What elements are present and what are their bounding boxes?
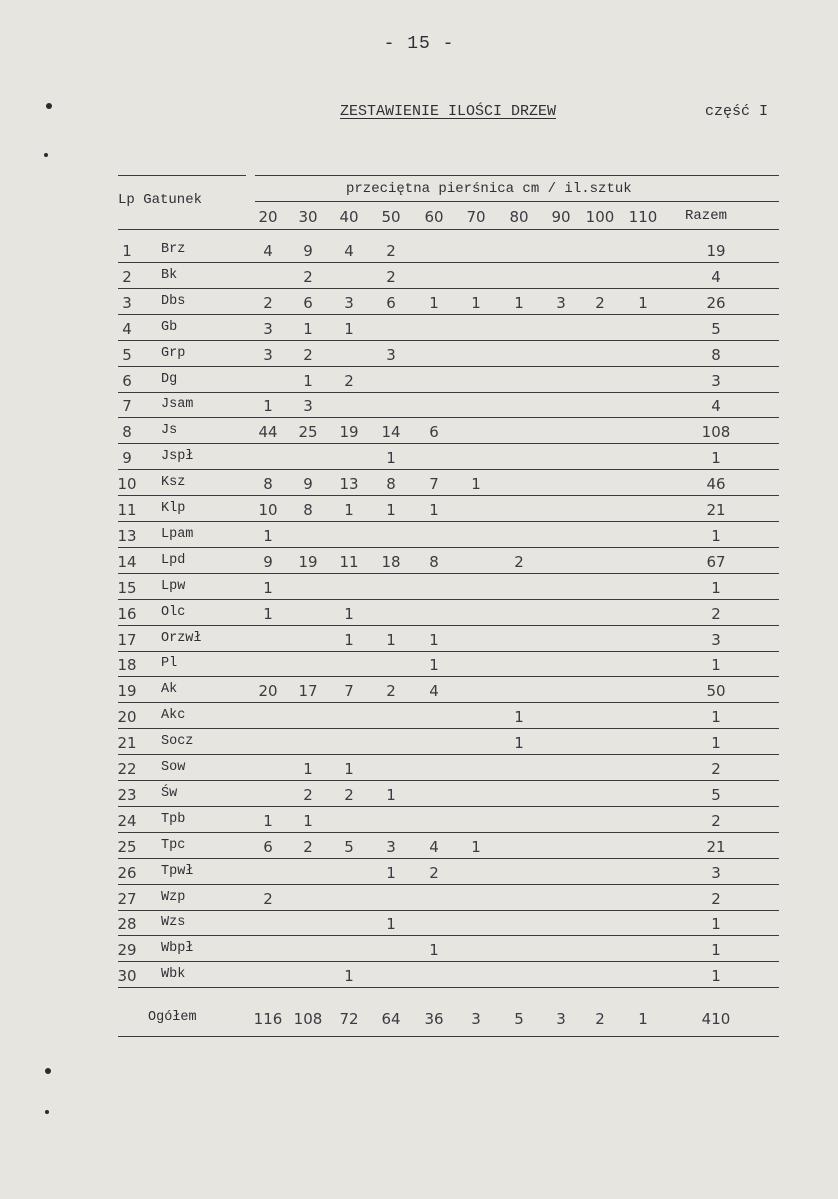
row-rule (118, 314, 779, 315)
row-count-cell: 1 (386, 501, 396, 519)
row-count-cell: 6 (429, 423, 439, 442)
footer-count-cell: 3 (471, 1010, 481, 1028)
row-count-cell: 1 (386, 915, 396, 934)
footer-count-cell: 1 (638, 1010, 648, 1028)
row-rule (118, 858, 779, 859)
row-lp-number: 9 (122, 449, 132, 468)
row-rule (118, 987, 779, 988)
header-rule (255, 201, 779, 202)
row-species: Dg (161, 371, 178, 387)
row-count-cell: 1 (303, 319, 313, 338)
row-species: Wbk (161, 967, 186, 983)
row-count-cell: 18 (381, 552, 401, 571)
row-lp-number: 5 (122, 345, 132, 364)
row-count-cell: 11 (339, 552, 359, 571)
row-species: Js (161, 423, 178, 439)
row-count-cell: 2 (595, 293, 605, 312)
row-count-cell: 1 (471, 475, 481, 494)
header-rule (118, 175, 246, 176)
punch-hole-mark (45, 1068, 51, 1074)
punch-hole-mark (45, 1110, 49, 1114)
row-total: 46 (706, 475, 726, 494)
row-total: 21 (706, 501, 726, 519)
row-total: 3 (711, 863, 721, 882)
row-total: 3 (711, 630, 721, 649)
row-total: 1 (711, 656, 721, 675)
row-count-cell: 1 (344, 967, 354, 986)
row-count-cell: 7 (344, 682, 354, 701)
row-lp-number: 30 (117, 967, 137, 986)
row-count-cell: 14 (381, 423, 401, 442)
row-count-cell: 3 (386, 345, 396, 364)
diameter-class-header: 50 (381, 208, 401, 226)
footer-count-cell: 72 (339, 1010, 359, 1028)
row-rule (118, 651, 779, 652)
row-species: Św (161, 785, 178, 801)
row-total: 2 (711, 889, 721, 908)
row-count-cell: 1 (344, 319, 354, 338)
diameter-class-header: 40 (339, 208, 359, 226)
row-species: Wzp (161, 889, 186, 905)
row-total: 3 (711, 371, 721, 390)
part-label: część I (705, 103, 769, 120)
header-rule (255, 175, 779, 176)
row-total: 108 (701, 423, 731, 442)
row-count-cell: 1 (386, 863, 396, 882)
row-rule (118, 417, 779, 418)
row-count-cell: 1 (263, 578, 273, 597)
row-total: 1 (711, 449, 721, 468)
row-total: 67 (706, 552, 726, 571)
row-species: Olc (161, 604, 186, 620)
row-rule (118, 754, 779, 755)
row-total: 1 (711, 734, 721, 753)
row-lp-number: 16 (117, 604, 137, 623)
column-header-total: Razem (685, 208, 728, 224)
row-species: Lpam (161, 526, 194, 542)
row-count-cell: 3 (556, 293, 566, 312)
row-lp-number: 27 (117, 889, 137, 908)
row-total: 1 (711, 708, 721, 727)
row-count-cell: 2 (386, 267, 396, 286)
row-rule (118, 288, 779, 289)
row-species: Dbs (161, 293, 186, 309)
row-count-cell: 7 (429, 475, 439, 494)
row-count-cell: 1 (514, 734, 524, 753)
row-species: Wbpł (161, 941, 194, 957)
row-species: Brz (161, 242, 186, 257)
row-rule (118, 392, 779, 393)
header-rule (118, 229, 779, 230)
row-rule (118, 340, 779, 341)
row-lp-number: 29 (117, 941, 137, 960)
diameter-caption: przeciętna pierśnica cm / il.sztuk (346, 181, 632, 197)
row-rule (118, 599, 779, 600)
row-count-cell: 1 (344, 760, 354, 778)
row-total: 1 (711, 915, 721, 934)
row-rule (118, 728, 779, 729)
row-lp-number: 21 (117, 734, 137, 753)
row-count-cell: 6 (303, 293, 313, 312)
footer-count-cell: 108 (293, 1010, 323, 1028)
row-count-cell: 6 (386, 293, 396, 312)
row-count-cell: 3 (386, 837, 396, 856)
row-count-cell: 2 (303, 267, 313, 286)
row-count-cell: 1 (471, 837, 481, 856)
row-count-cell: 1 (514, 293, 524, 312)
row-lp-number: 13 (117, 526, 137, 545)
row-total: 1 (711, 941, 721, 960)
row-count-cell: 20 (258, 682, 278, 701)
row-count-cell: 2 (386, 242, 396, 260)
row-rule (118, 469, 779, 470)
punch-hole-mark (46, 103, 52, 109)
row-total: 1 (711, 526, 721, 545)
row-total: 50 (706, 682, 726, 701)
row-lp-number: 18 (117, 656, 137, 675)
row-count-cell: 1 (344, 501, 354, 519)
diameter-class-header: 110 (628, 208, 658, 226)
row-species: Ksz (161, 475, 186, 491)
row-count-cell: 1 (263, 397, 273, 416)
row-lp-number: 23 (117, 785, 137, 804)
footer-rule (118, 1036, 779, 1037)
row-count-cell: 19 (298, 552, 318, 571)
row-lp-number: 7 (122, 397, 132, 416)
row-count-cell: 8 (263, 475, 273, 494)
diameter-class-header: 80 (509, 208, 529, 226)
row-rule (118, 884, 779, 885)
row-lp-number: 14 (117, 552, 137, 571)
row-rule (118, 702, 779, 703)
row-count-cell: 13 (339, 475, 359, 494)
row-count-cell: 4 (429, 682, 439, 701)
row-count-cell: 9 (263, 552, 273, 571)
row-rule (118, 547, 779, 548)
row-lp-number: 2 (122, 267, 132, 286)
row-lp-number: 19 (117, 682, 137, 701)
diameter-class-header: 70 (466, 208, 486, 226)
row-total: 2 (711, 604, 721, 623)
row-count-cell: 1 (263, 526, 273, 545)
row-lp-number: 4 (122, 319, 132, 338)
row-species: Bk (161, 267, 178, 283)
row-rule (118, 495, 779, 496)
row-rule (118, 780, 779, 781)
row-total: 2 (711, 811, 721, 830)
row-rule (118, 443, 779, 444)
column-header-lp-gatunek: Lp Gatunek (118, 192, 203, 208)
row-count-cell: 1 (386, 785, 396, 804)
row-count-cell: 1 (386, 449, 396, 468)
row-lp-number: 20 (117, 708, 137, 727)
row-rule (118, 910, 779, 911)
row-rule (118, 521, 779, 522)
row-count-cell: 2 (263, 293, 273, 312)
row-count-cell: 1 (263, 604, 273, 623)
row-count-cell: 1 (344, 604, 354, 623)
row-count-cell: 5 (344, 837, 354, 856)
row-lp-number: 3 (122, 293, 132, 312)
row-species: Tpb (161, 811, 186, 827)
row-lp-number: 24 (117, 811, 137, 830)
row-total: 1 (711, 967, 721, 986)
row-species: Grp (161, 345, 186, 361)
row-count-cell: 1 (429, 293, 439, 312)
row-species: Tpc (161, 837, 186, 853)
row-species: Lpw (161, 578, 186, 594)
row-rule (118, 806, 779, 807)
footer-count-cell: 64 (381, 1010, 401, 1028)
row-count-cell: 2 (429, 863, 439, 882)
row-count-cell: 4 (263, 242, 273, 260)
row-total: 8 (711, 345, 721, 364)
row-count-cell: 9 (303, 242, 313, 260)
row-count-cell: 1 (429, 501, 439, 519)
row-rule (118, 961, 779, 962)
row-count-cell: 3 (263, 319, 273, 338)
footer-count-cell: 36 (424, 1010, 444, 1028)
row-species: Sow (161, 760, 186, 775)
page-number: - 15 - (383, 34, 455, 54)
row-species: Gb (161, 319, 178, 335)
footer-count-cell: 2 (595, 1010, 605, 1028)
row-rule (118, 625, 779, 626)
row-count-cell: 2 (344, 785, 354, 804)
row-species: Orzwł (161, 630, 202, 646)
row-species: Socz (161, 734, 194, 750)
row-lp-number: 10 (117, 475, 137, 494)
row-rule (118, 366, 779, 367)
row-count-cell: 19 (339, 423, 359, 442)
row-count-cell: 1 (471, 293, 481, 312)
row-lp-number: 17 (117, 630, 137, 649)
row-rule (118, 832, 779, 833)
row-count-cell: 1 (429, 941, 439, 960)
row-total: 5 (711, 785, 721, 804)
row-total: 19 (706, 242, 726, 260)
row-species: Lpd (161, 552, 186, 568)
row-lp-number: 1 (122, 242, 132, 260)
row-count-cell: 8 (303, 501, 313, 519)
row-species: Pl (161, 656, 178, 672)
row-total: 2 (711, 760, 721, 778)
row-count-cell: 4 (429, 837, 439, 856)
row-total: 5 (711, 319, 721, 338)
diameter-class-header: 60 (424, 208, 444, 226)
row-count-cell: 3 (303, 397, 313, 416)
row-count-cell: 9 (303, 475, 313, 494)
row-count-cell: 1 (344, 630, 354, 649)
diameter-class-header: 20 (258, 208, 278, 226)
row-lp-number: 11 (117, 501, 137, 519)
document-title: ZESTAWIENIE ILOŚCI DRZEW (340, 103, 557, 120)
diameter-class-header: 100 (585, 208, 615, 226)
row-count-cell: 3 (263, 345, 273, 364)
row-species: Jspł (161, 449, 194, 465)
row-species: Tpwł (161, 863, 194, 879)
footer-total: 410 (701, 1010, 731, 1028)
footer-count-cell: 116 (253, 1010, 283, 1028)
row-count-cell: 10 (258, 501, 278, 519)
row-count-cell: 1 (429, 630, 439, 649)
row-rule (118, 935, 779, 936)
row-count-cell: 2 (303, 785, 313, 804)
row-count-cell: 2 (303, 837, 313, 856)
row-species: Akc (161, 708, 186, 724)
row-count-cell: 2 (514, 552, 524, 571)
row-count-cell: 44 (258, 423, 278, 442)
row-lp-number: 25 (117, 837, 137, 856)
row-count-cell: 1 (638, 293, 648, 312)
row-species: Jsam (161, 397, 194, 413)
row-total: 4 (711, 267, 721, 286)
row-total: 1 (711, 578, 721, 597)
footer-label: Ogółem (148, 1010, 197, 1025)
row-count-cell: 6 (263, 837, 273, 856)
row-rule (118, 262, 779, 263)
row-rule (118, 676, 779, 677)
row-count-cell: 2 (263, 889, 273, 908)
row-count-cell: 1 (386, 630, 396, 649)
row-species: Ak (161, 682, 178, 698)
row-species: Wzs (161, 915, 186, 931)
row-total: 26 (706, 293, 726, 312)
row-count-cell: 1 (303, 760, 313, 778)
diameter-class-header: 90 (551, 208, 571, 226)
row-lp-number: 15 (117, 578, 137, 597)
row-count-cell: 1 (429, 656, 439, 675)
row-count-cell: 1 (303, 811, 313, 830)
row-count-cell: 8 (386, 475, 396, 494)
row-count-cell: 3 (344, 293, 354, 312)
diameter-class-header: 30 (298, 208, 318, 226)
row-lp-number: 8 (122, 423, 132, 442)
row-count-cell: 2 (303, 345, 313, 364)
row-rule (118, 573, 779, 574)
row-lp-number: 22 (117, 760, 137, 778)
punch-hole-mark (44, 153, 48, 157)
row-total: 21 (706, 837, 726, 856)
row-total: 4 (711, 397, 721, 416)
row-lp-number: 28 (117, 915, 137, 934)
row-count-cell: 25 (298, 423, 318, 442)
row-lp-number: 6 (122, 371, 132, 390)
row-count-cell: 1 (303, 371, 313, 390)
row-species: Klp (161, 501, 186, 516)
row-count-cell: 4 (344, 242, 354, 260)
row-count-cell: 2 (344, 371, 354, 390)
footer-count-cell: 5 (514, 1010, 524, 1028)
row-count-cell: 1 (263, 811, 273, 830)
row-count-cell: 17 (298, 682, 318, 701)
footer-count-cell: 3 (556, 1010, 566, 1028)
row-lp-number: 26 (117, 863, 137, 882)
row-count-cell: 1 (514, 708, 524, 727)
row-count-cell: 8 (429, 552, 439, 571)
row-count-cell: 2 (386, 682, 396, 701)
